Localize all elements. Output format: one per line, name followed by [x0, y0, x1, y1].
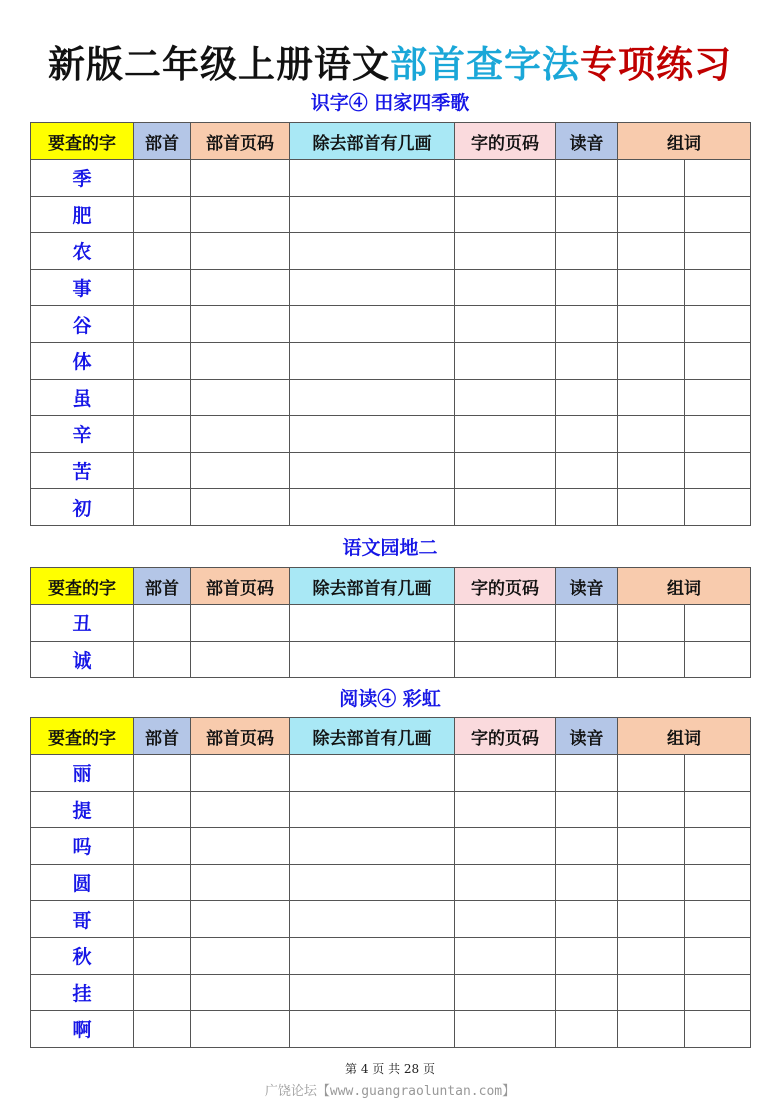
- answer-cell[interactable]: [455, 755, 556, 792]
- answer-cell[interactable]: [455, 1011, 556, 1048]
- table-row: [31, 901, 751, 938]
- answer-cell[interactable]: [134, 937, 191, 974]
- table-row: [31, 828, 751, 865]
- column-header: 组词: [618, 123, 751, 160]
- answer-cell[interactable]: [556, 306, 618, 343]
- answer-cell[interactable]: [290, 755, 455, 792]
- answer-cell[interactable]: [191, 1011, 290, 1048]
- answer-cell[interactable]: [290, 641, 455, 678]
- target-character: 体: [31, 342, 134, 379]
- column-header: 字的页码: [455, 568, 556, 605]
- answer-cell[interactable]: [455, 233, 556, 270]
- column-header: 部首: [134, 718, 191, 755]
- target-character: 丽: [31, 755, 134, 792]
- column-header: 字的页码: [455, 718, 556, 755]
- answer-cell[interactable]: [134, 864, 191, 901]
- answer-cell[interactable]: [191, 306, 290, 343]
- table-row: [31, 379, 751, 416]
- target-character: 初: [31, 489, 134, 526]
- answer-cell[interactable]: [618, 489, 685, 526]
- lookup-table: [30, 717, 751, 1048]
- answer-cell[interactable]: [290, 233, 455, 270]
- column-header: 读音: [556, 568, 618, 605]
- answer-cell[interactable]: [618, 379, 685, 416]
- answer-cell[interactable]: [556, 755, 618, 792]
- answer-cell[interactable]: [191, 160, 290, 197]
- table-row: [31, 160, 751, 197]
- answer-cell[interactable]: [618, 1011, 685, 1048]
- answer-cell[interactable]: [191, 416, 290, 453]
- header-row: [31, 123, 751, 160]
- answer-cell[interactable]: [685, 974, 751, 1011]
- target-character: 苦: [31, 452, 134, 489]
- target-character: 吗: [31, 828, 134, 865]
- answer-cell[interactable]: [290, 416, 455, 453]
- answer-cell[interactable]: [191, 755, 290, 792]
- table-row: [31, 416, 751, 453]
- answer-cell[interactable]: [685, 160, 751, 197]
- answer-cell[interactable]: [290, 937, 455, 974]
- answer-cell[interactable]: [134, 901, 191, 938]
- answer-cell[interactable]: [134, 489, 191, 526]
- answer-cell[interactable]: [685, 828, 751, 865]
- answer-cell[interactable]: [685, 489, 751, 526]
- answer-cell[interactable]: [455, 379, 556, 416]
- answer-cell[interactable]: [134, 641, 191, 678]
- table-row: [31, 791, 751, 828]
- column-header: 字的页码: [455, 123, 556, 160]
- column-header: 部首页码: [191, 123, 290, 160]
- column-header: 要查的字: [31, 123, 134, 160]
- section-heading: 语文园地二: [342, 537, 438, 559]
- table-row: [31, 489, 751, 526]
- table-row: [31, 269, 751, 306]
- answer-cell[interactable]: [455, 196, 556, 233]
- answer-cell[interactable]: [685, 269, 751, 306]
- answer-cell[interactable]: [455, 791, 556, 828]
- answer-cell[interactable]: [556, 196, 618, 233]
- site-footer: 广饶论坛【www.guangraoluntan.com】: [264, 1084, 516, 1099]
- answer-cell[interactable]: [134, 342, 191, 379]
- answer-cell[interactable]: [191, 974, 290, 1011]
- table-row: [31, 452, 751, 489]
- answer-cell[interactable]: [290, 864, 455, 901]
- answer-cell[interactable]: [134, 160, 191, 197]
- answer-cell[interactable]: [618, 864, 685, 901]
- answer-cell[interactable]: [618, 901, 685, 938]
- answer-cell[interactable]: [618, 416, 685, 453]
- answer-cell[interactable]: [556, 160, 618, 197]
- answer-cell[interactable]: [191, 864, 290, 901]
- answer-cell[interactable]: [134, 452, 191, 489]
- column-header: 读音: [556, 718, 618, 755]
- answer-cell[interactable]: [556, 489, 618, 526]
- answer-cell[interactable]: [618, 828, 685, 865]
- column-header: 要查的字: [31, 568, 134, 605]
- answer-cell[interactable]: [556, 416, 618, 453]
- answer-cell[interactable]: [290, 901, 455, 938]
- answer-cell[interactable]: [191, 641, 290, 678]
- answer-cell[interactable]: [191, 791, 290, 828]
- table-row: [31, 641, 751, 678]
- answer-cell[interactable]: [455, 901, 556, 938]
- answer-cell[interactable]: [685, 416, 751, 453]
- answer-cell[interactable]: [556, 1011, 618, 1048]
- answer-cell[interactable]: [618, 605, 685, 642]
- answer-cell[interactable]: [290, 489, 455, 526]
- target-character: 挂: [31, 974, 134, 1011]
- table-row: [31, 937, 751, 974]
- answer-cell[interactable]: [556, 379, 618, 416]
- answer-cell[interactable]: [134, 1011, 191, 1048]
- column-header: 部首: [134, 123, 191, 160]
- table-row: [31, 605, 751, 642]
- target-character: 虽: [31, 379, 134, 416]
- answer-cell[interactable]: [191, 233, 290, 270]
- answer-cell[interactable]: [685, 937, 751, 974]
- table-row: [31, 755, 751, 792]
- answer-cell[interactable]: [455, 864, 556, 901]
- answer-cell[interactable]: [556, 864, 618, 901]
- answer-cell[interactable]: [290, 342, 455, 379]
- answer-cell[interactable]: [618, 452, 685, 489]
- answer-cell[interactable]: [134, 828, 191, 865]
- lookup-table: [30, 567, 751, 678]
- answer-cell[interactable]: [685, 306, 751, 343]
- answer-cell[interactable]: [556, 901, 618, 938]
- answer-cell[interactable]: [191, 901, 290, 938]
- answer-cell[interactable]: [556, 233, 618, 270]
- answer-cell[interactable]: [134, 416, 191, 453]
- section-heading: 阅读④ 彩虹: [339, 688, 441, 710]
- title-part: 部首查字法: [390, 42, 580, 86]
- header-row: [31, 568, 751, 605]
- answer-cell[interactable]: [685, 1011, 751, 1048]
- column-header: 除去部首有几画: [290, 568, 455, 605]
- answer-cell[interactable]: [556, 342, 618, 379]
- page-title: [0, 34, 780, 88]
- target-character: 哥: [31, 901, 134, 938]
- answer-cell[interactable]: [191, 379, 290, 416]
- answer-cell[interactable]: [618, 160, 685, 197]
- target-character: 季: [31, 160, 134, 197]
- answer-cell[interactable]: [685, 605, 751, 642]
- answer-cell[interactable]: [685, 864, 751, 901]
- answer-cell[interactable]: [685, 342, 751, 379]
- header-row: [31, 718, 751, 755]
- answer-cell[interactable]: [134, 791, 191, 828]
- answer-cell[interactable]: [191, 828, 290, 865]
- answer-cell[interactable]: [134, 233, 191, 270]
- table-row: [31, 1011, 751, 1048]
- answer-cell[interactable]: [191, 342, 290, 379]
- answer-cell[interactable]: [191, 269, 290, 306]
- answer-cell[interactable]: [556, 828, 618, 865]
- answer-cell[interactable]: [556, 641, 618, 678]
- answer-cell[interactable]: [290, 160, 455, 197]
- answer-cell[interactable]: [685, 641, 751, 678]
- answer-cell[interactable]: [134, 755, 191, 792]
- answer-cell[interactable]: [290, 306, 455, 343]
- answer-cell[interactable]: [618, 791, 685, 828]
- column-header: 要查的字: [31, 718, 134, 755]
- title-part: 新版二年级上册语文: [48, 42, 390, 86]
- section-heading: 识字④ 田家四季歌: [310, 92, 470, 114]
- answer-cell[interactable]: [455, 489, 556, 526]
- answer-cell[interactable]: [618, 974, 685, 1011]
- column-header: 组词: [618, 568, 751, 605]
- answer-cell[interactable]: [618, 937, 685, 974]
- column-header: 组词: [618, 718, 751, 755]
- answer-cell[interactable]: [618, 196, 685, 233]
- answer-cell[interactable]: [191, 196, 290, 233]
- target-character: 谷: [31, 306, 134, 343]
- table-row: [31, 196, 751, 233]
- answer-cell[interactable]: [134, 379, 191, 416]
- answer-cell[interactable]: [290, 269, 455, 306]
- column-header: 读音: [556, 123, 618, 160]
- table-row: [31, 974, 751, 1011]
- page-number: 第 4 页 共 28 页: [345, 1062, 435, 1076]
- lookup-table: [30, 122, 751, 526]
- target-character: 农: [31, 233, 134, 270]
- table-row: [31, 864, 751, 901]
- answer-cell[interactable]: [618, 306, 685, 343]
- answer-cell[interactable]: [618, 641, 685, 678]
- target-character: 辛: [31, 416, 134, 453]
- answer-cell[interactable]: [455, 452, 556, 489]
- column-header: 除去部首有几画: [290, 123, 455, 160]
- answer-cell[interactable]: [618, 755, 685, 792]
- column-header: 部首: [134, 568, 191, 605]
- table-row: [31, 233, 751, 270]
- answer-cell[interactable]: [290, 452, 455, 489]
- answer-cell[interactable]: [685, 901, 751, 938]
- answer-cell[interactable]: [290, 1011, 455, 1048]
- answer-cell[interactable]: [685, 233, 751, 270]
- answer-cell[interactable]: [685, 379, 751, 416]
- answer-cell[interactable]: [191, 489, 290, 526]
- answer-cell[interactable]: [556, 791, 618, 828]
- answer-cell[interactable]: [290, 791, 455, 828]
- answer-cell[interactable]: [556, 974, 618, 1011]
- answer-cell[interactable]: [455, 416, 556, 453]
- answer-cell[interactable]: [191, 605, 290, 642]
- answer-cell[interactable]: [134, 269, 191, 306]
- answer-cell[interactable]: [556, 605, 618, 642]
- answer-cell[interactable]: [290, 605, 455, 642]
- target-character: 秋: [31, 937, 134, 974]
- answer-cell[interactable]: [455, 974, 556, 1011]
- answer-cell[interactable]: [618, 269, 685, 306]
- column-header: 部首页码: [191, 718, 290, 755]
- answer-cell[interactable]: [556, 937, 618, 974]
- answer-cell[interactable]: [134, 306, 191, 343]
- answer-cell[interactable]: [134, 605, 191, 642]
- answer-cell[interactable]: [455, 828, 556, 865]
- answer-cell[interactable]: [618, 342, 685, 379]
- title-part: 专项练习: [580, 42, 732, 86]
- answer-cell[interactable]: [191, 452, 290, 489]
- answer-cell[interactable]: [455, 160, 556, 197]
- answer-cell[interactable]: [556, 269, 618, 306]
- answer-cell[interactable]: [455, 641, 556, 678]
- answer-cell[interactable]: [685, 196, 751, 233]
- column-header: 部首页码: [191, 568, 290, 605]
- answer-cell[interactable]: [455, 306, 556, 343]
- answer-cell[interactable]: [455, 269, 556, 306]
- answer-cell[interactable]: [290, 974, 455, 1011]
- answer-cell[interactable]: [685, 791, 751, 828]
- table-row: [31, 342, 751, 379]
- answer-cell[interactable]: [455, 605, 556, 642]
- target-character: 丑: [31, 605, 134, 642]
- answer-cell[interactable]: [618, 233, 685, 270]
- answer-cell[interactable]: [290, 828, 455, 865]
- answer-cell[interactable]: [191, 937, 290, 974]
- answer-cell[interactable]: [134, 974, 191, 1011]
- answer-cell[interactable]: [455, 937, 556, 974]
- column-header: 除去部首有几画: [290, 718, 455, 755]
- target-character: 事: [31, 269, 134, 306]
- answer-cell[interactable]: [290, 196, 455, 233]
- answer-cell[interactable]: [455, 342, 556, 379]
- target-character: 诚: [31, 641, 134, 678]
- answer-cell[interactable]: [685, 755, 751, 792]
- target-character: 啊: [31, 1011, 134, 1048]
- answer-cell[interactable]: [556, 452, 618, 489]
- target-character: 圆: [31, 864, 134, 901]
- target-character: 肥: [31, 196, 134, 233]
- answer-cell[interactable]: [290, 379, 455, 416]
- answer-cell[interactable]: [685, 452, 751, 489]
- table-row: [31, 306, 751, 343]
- answer-cell[interactable]: [134, 196, 191, 233]
- target-character: 提: [31, 791, 134, 828]
